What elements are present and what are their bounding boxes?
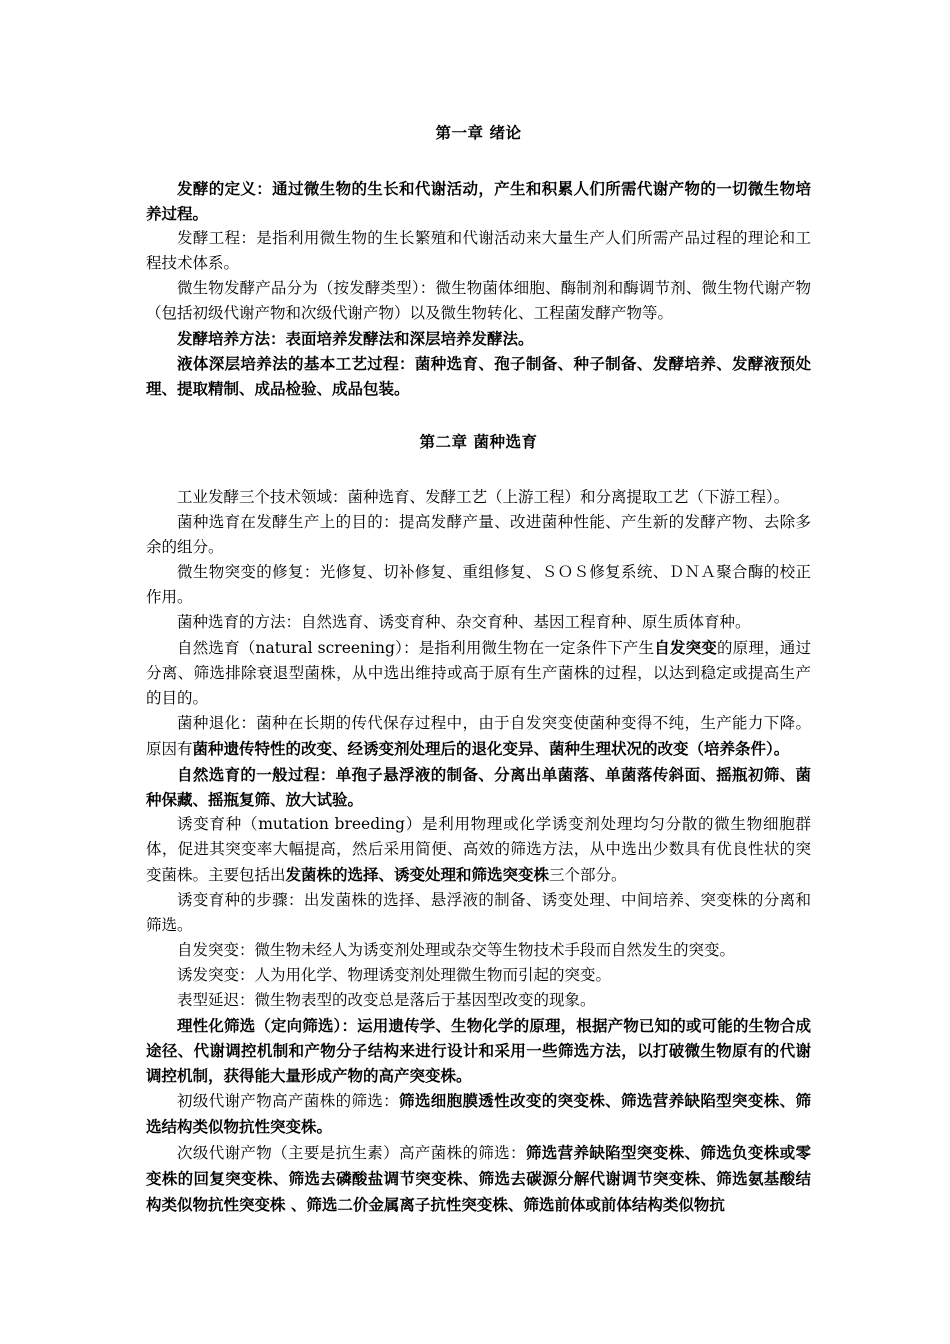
natural-screening-text-1: 自然选育（natural screening）：是指利用微生物在一定条件下产生 — [177, 639, 655, 657]
breeding-purpose: 菌种选育在发酵生产上的目的：提高发酵产量、改进菌种性能、产生新的发酵产物、去除多余的组分。 — [146, 513, 811, 556]
chapter-1-title: 第一章 绪论 — [435, 123, 522, 142]
natural-screening — [146, 635, 811, 711]
secondary-metabolite-text: 次级代谢产物（主要是抗生素）高产菌株的筛选： — [177, 1144, 526, 1162]
primary-metabolite-screening — [146, 1088, 811, 1140]
strain-degeneration-bold: 菌种遗传特性的改变、经诱变剂处理后的退化变异、菌种生理状况的改变（培养条件）。 — [192, 739, 790, 758]
natural-screening-bold: 自发突变 — [654, 638, 717, 657]
spontaneous-mutation: 自发突变：微生物未经人为诱变剂处理或杂交等生物技术手段而自然发生的突变。 — [177, 941, 736, 959]
mutation-breeding-bold: 发菌株的选择、诱变处理和筛选突变株 — [285, 865, 550, 884]
natural-screening-process: 自然选育的一般过程：单孢子悬浮液的制备、分离出单菌落、单菌落传斜面、摇瓶初筛、菌种保藏、摇瓶复筛、放大试验。 — [146, 765, 811, 809]
document-page — [146, 118, 811, 1218]
mutation-breeding — [146, 812, 811, 888]
secondary-metabolite-screening — [146, 1140, 811, 1218]
fermentation-definition: 发酵的定义：通过微生物的生长和代谢活动，产生和积累人们所需代谢产物的一切微生物培养过程。 — [146, 179, 811, 223]
three-fields: 工业发酵三个技术领域：菌种选育、发酵工艺（上游工程）和分离提取工艺（下游工程）。 — [177, 488, 790, 506]
strain-degeneration-text: 菌种退化：菌种在长期的传代保存过程中，由于自发突变使菌种变得不纯，生产能力下降。原因有 — [146, 714, 811, 758]
submerged-process: 液体深层培养法的基本工艺过程：菌种选育、孢子制备、种子制备、发酵培养、发酵液预处理、提取精制、成品检验、成品包装。 — [146, 354, 811, 398]
breeding-methods: 菌种选育的方法：自然选育、诱变育种、杂交育种、基因工程育种、原生质体育种。 — [177, 613, 751, 631]
natural-screening-text-2: 的原理，通过分离、筛选排除衰退型菌株，从中选出维持或高于原有生产菌株的过程，以达到稳定或提高生产的目的。 — [146, 639, 811, 707]
strain-degeneration — [146, 711, 811, 762]
culture-methods: 发酵培养方法：表面培养发酵法和深层培养发酵法。 — [177, 329, 534, 348]
secondary-metabolite-bold: 筛选营养缺陷型突变株、筛选负变株或零变株的回复突变株、筛选去磷酸盐调节突变株、筛选去碳源分解代谢调节突变株、筛选氨基酸结构类似物抗性突变株 、筛选二价金属离子抗性突变株、筛选前体或前体结构类似物抗 — [146, 1143, 811, 1214]
induced-mutation: 诱发突变：人为用化学、物理诱变剂处理微生物而引起的突变。 — [177, 966, 612, 984]
mutation-repair: 微生物突变的修复：光修复、切补修复、重组修复、ＳＯＳ修复系统、ＤＮＡ聚合酶的校正作用。 — [146, 563, 811, 606]
phenotypic-lag: 表型延迟：微生物表型的改变总是落后于基因型改变的现象。 — [177, 991, 596, 1009]
fermentation-products: 微生物发酵产品分为（按发酵类型）：微生物菌体细胞、酶制剂和酶调节剂、微生物代谢产物（包括初级代谢产物和次级代谢产物）以及微生物转化、工程菌发酵产物等。 — [146, 279, 811, 322]
primary-metabolite-text: 初级代谢产物高产菌株的筛选： — [177, 1092, 400, 1110]
primary-metabolite-bold: 筛选细胞膜透性改变的突变株、筛选营养缺陷型突变株、筛选结构类似物抗性突变株。 — [146, 1091, 811, 1136]
mutation-breeding-text-2: 三个部分。 — [549, 866, 627, 884]
mutation-breeding-text-1: 诱变育种（mutation breeding）是利用物理或化学诱变剂处理均匀分散的微生物细胞群体，促进其突变率大幅提高，然后采用简便、高效的筛选方法，从中选出少数具有优良性状的突变菌株。主要包括出 — [146, 815, 811, 884]
rational-screening: 理性化筛选（定向筛选）：运用遗传学、生物化学的原理，根据产物已知的或可能的生物合成途径、代谢调控机制和产物分子结构来进行设计和采用一些筛选方法，以打破微生物原有的代谢调控机制，获得能大量形成产物的高产突变株。 — [146, 1016, 811, 1085]
fermentation-engineering: 发酵工程：是指利用微生物的生长繁殖和代谢活动来大量生产人们所需产品过程的理论和工程技术体系。 — [146, 229, 811, 272]
mutation-breeding-steps: 诱变育种的步骤：出发菌株的选择、悬浮液的制备、诱变处理、中间培养、突变株的分离和筛选。 — [146, 891, 811, 934]
chapter-2-title: 第二章 菌种选育 — [419, 432, 538, 451]
